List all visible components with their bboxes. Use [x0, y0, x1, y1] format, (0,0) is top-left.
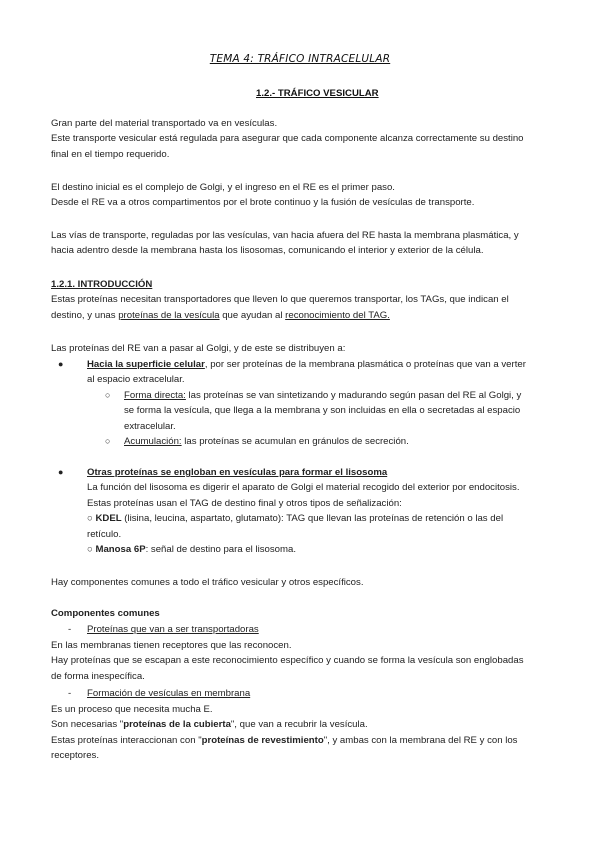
- dash-marker: -: [68, 688, 72, 699]
- text-span: destino, y unas: [51, 309, 119, 321]
- text-span: Estas proteínas interaccionan con ": [51, 734, 202, 746]
- sub-bullet-icon: ○: [87, 513, 93, 525]
- text-line: [87, 511, 548, 526]
- bullet-label: Hacia la superficie celular: [87, 359, 205, 370]
- intro-paragraph-3: [51, 228, 548, 259]
- intro-paragraph-1: [51, 116, 548, 162]
- list-item-surface: [87, 357, 548, 388]
- text-span: ", y ambas con la membrana del RE y con los: [323, 734, 518, 746]
- text-line: de forma inespecífica.: [51, 670, 145, 682]
- sub-item-forma-directa: [124, 388, 548, 434]
- text-line: En las membranas tienen receptores que las reconocen.: [51, 640, 292, 651]
- bold-term: proteínas de revestimiento: [201, 734, 324, 746]
- text-line: Desde el RE va a otros compartimentos por el brote continuo y la fusión de vesículas de transporte.: [51, 197, 475, 209]
- sub-bullet-icon: ○: [105, 436, 111, 446]
- text-line: final en el tiempo requerido.: [51, 148, 170, 160]
- text-line: [87, 357, 548, 372]
- page-title: TEMA 4: TRÁFICO INTRACELULAR: [209, 53, 391, 65]
- text-line: [51, 717, 548, 732]
- text-line: Es un proceso que necesita mucha E.: [51, 704, 213, 715]
- intro-paragraph-2: [51, 180, 548, 211]
- text-line: El destino inicial es el complejo de Golgi, y el ingreso en el RE es el primer paso.: [51, 182, 395, 193]
- section-subtitle: 1.2.- TRÁFICO VESICULAR: [256, 88, 379, 99]
- kdel-label: KDEL: [95, 513, 122, 525]
- text-line: Estas proteínas usan el TAG de destino final y otros tipos de señalización:: [87, 497, 402, 509]
- component-item-transportadoras: [87, 622, 548, 637]
- sub-item-acumulacion: [124, 434, 548, 449]
- text-line: receptores.: [51, 750, 99, 762]
- text-line: extracelular.: [124, 420, 176, 432]
- text-span: las proteínas se van sintetizando y madurando según pasan del RE al Golgi, y: [185, 390, 522, 401]
- text-line: hacia adentro desde la membrana hasta los lisosomas, comunicando el interior y exterior de la célula.: [51, 245, 484, 257]
- text-line: se forma la vesícula, que llega a la membrana y son incluidas en ella o secretadas al espacio: [124, 405, 521, 417]
- text-span: : señal de destino para el lisosoma.: [145, 544, 296, 556]
- text-line: [51, 733, 548, 748]
- text-line: Gran parte del material transportado va en vesículas.: [51, 118, 278, 129]
- text-line: Las vías de transporte, reguladas por las vesículas, van hacia afuera del RE hasta la membrana plasmática, y: [51, 230, 519, 241]
- section-introduccion: [51, 277, 548, 323]
- text-line: Estas proteínas necesitan transportadores que lleven lo que queremos transportar, los TAGs, que indican el: [51, 294, 509, 306]
- text-line: Este transporte vesicular está regulada para asegurar que cada componente alcanza correctamente su destino: [51, 133, 524, 145]
- section-heading: 1.2.1. INTRODUCCIÓN: [51, 279, 153, 290]
- text-line: Las proteínas del RE van a pasar al Golgi, y de este se distribuyen a:: [51, 343, 346, 354]
- manosa-label: Manosa 6P: [95, 544, 146, 556]
- text-line: retículo.: [87, 528, 122, 540]
- bold-term: proteínas de la cubierta: [123, 719, 231, 731]
- bullet-icon: ●: [58, 359, 64, 369]
- text-line: [124, 434, 548, 449]
- components-heading-block: [51, 606, 548, 621]
- text-line: [124, 388, 548, 403]
- dash-marker: -: [68, 624, 72, 635]
- components-intro: [51, 575, 548, 590]
- text-line: [51, 308, 548, 323]
- bullet-label: Otras proteínas se engloban en vesículas para formar el lisosoma: [87, 467, 388, 478]
- text-span: (lisina, leucina, aspartato, glutamato): TAG que llevan las proteínas de retención o las del: [121, 513, 504, 525]
- text-span: ", que van a recubrir la vesícula.: [230, 719, 368, 731]
- sub-label: Forma directa:: [124, 390, 186, 401]
- text-span: Son necesarias ": [51, 719, 124, 731]
- component-item-vesiculas: [87, 686, 548, 701]
- text-line: [87, 542, 548, 557]
- text-span: que ayudan al: [219, 309, 286, 321]
- component-label: Formación de vesículas en membrana: [87, 688, 251, 699]
- text-line: Hay componentes comunes a todo el tráfico vesicular y otros específicos.: [51, 577, 364, 588]
- component-desc-2: [51, 702, 548, 764]
- text-line: Hay proteínas que se escapan a este reconocimiento específico y cuando se forma la vesícula son englobadas: [51, 655, 524, 667]
- bullet-icon: ●: [58, 467, 64, 477]
- sub-label: Acumulación:: [124, 436, 182, 447]
- component-desc-1: [51, 638, 548, 684]
- components-heading: Componentes comunes: [51, 608, 160, 619]
- text-line: La función del lisosoma es digerir el aparato de Golgi el material recogido del exterior por endocitosis.: [87, 482, 520, 494]
- text-span: , por ser proteínas de la membrana plasmática o proteínas que van a verter: [204, 359, 526, 370]
- sub-bullet-icon: ○: [105, 390, 111, 400]
- underlined-term: reconocimiento del TAG.: [285, 309, 390, 321]
- text-line: al espacio extracelular.: [87, 374, 185, 386]
- text-span: las proteínas se acumulan en gránulos de secreción.: [181, 436, 409, 447]
- underlined-term: proteínas de la vesícula: [118, 309, 220, 321]
- component-label: Proteínas que van a ser transportadoras: [87, 624, 259, 635]
- sub-bullet-icon: ○: [87, 544, 93, 556]
- list-item-lisosoma: [87, 465, 548, 557]
- distribution-intro: [51, 341, 548, 356]
